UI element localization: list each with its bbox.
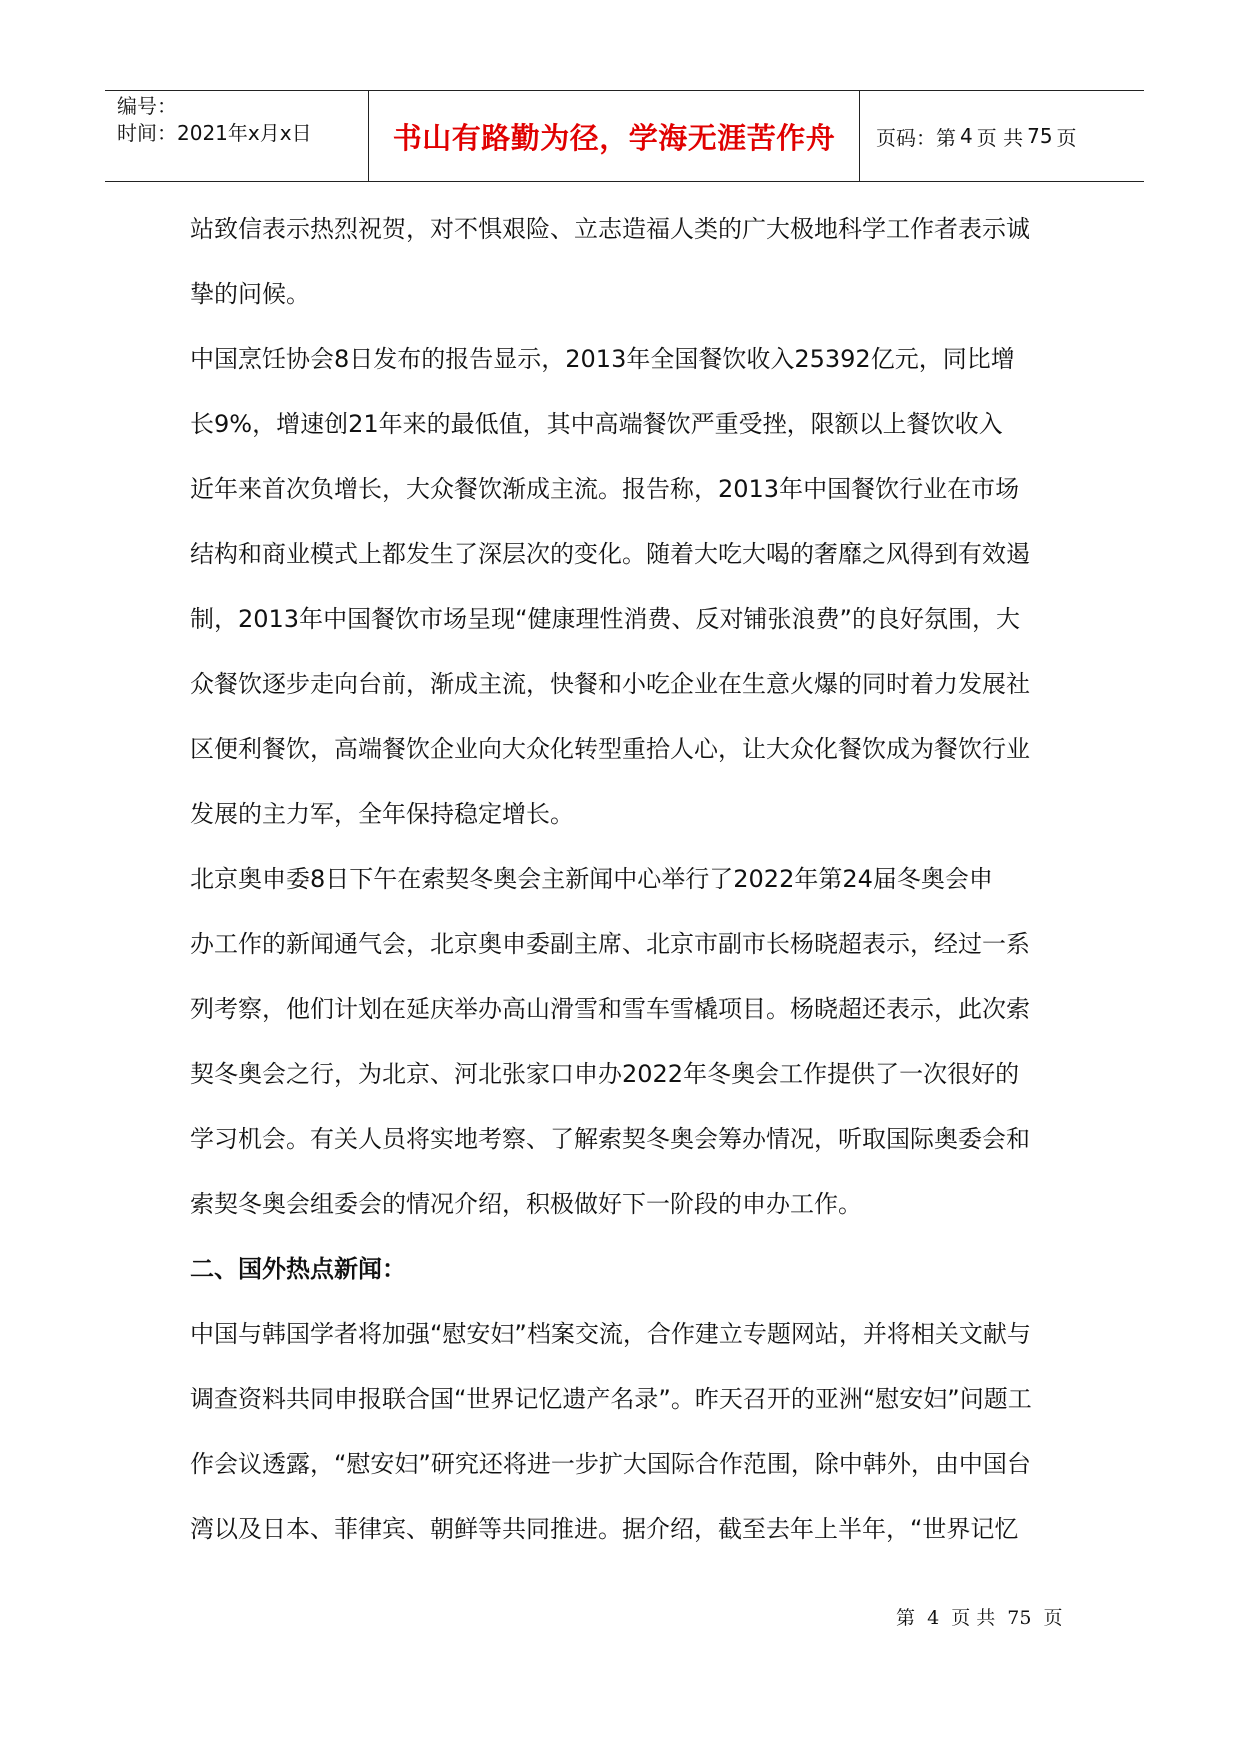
body-line: 结构和商业模式上都发生了深层次的变化。随着大吃大喝的奢靡之风得到有效遏 — [190, 540, 1030, 568]
body-line: 近年来首次负增长，大众餐饮渐成主流。报告称，2013年中国餐饮行业在市场 — [190, 475, 1020, 503]
body-line: 制，2013年中国餐饮市场呈现“健康理性消费、反对铺张浪费”的良好氛围，大 — [190, 605, 1020, 633]
body-line: 作会议透露，“慰安妇”研究还将进一步扩大国际合作范围，除中韩外，由中国台 — [190, 1450, 1031, 1478]
body-line: 挚的问候。 — [190, 280, 310, 308]
body-line: 中国烹饪协会8日发布的报告显示，2013年全国餐饮收入25392亿元，同比增 — [190, 345, 1015, 373]
page-prefix: 页码：第 — [876, 125, 956, 150]
document-number-label: 编号： — [117, 94, 177, 118]
body-line: 中国与韩国学者将加强“慰安妇”档案交流，合作建立专题网站，并将相关文献与 — [190, 1320, 1031, 1348]
body-line: 列考察，他们计划在延庆举办高山滑雪和雪车雪橇项目。杨晓超还表示，此次索 — [190, 995, 1030, 1023]
body-line: 调查资料共同申报联合国“世界记忆遗产名录”。昨天召开的亚洲“慰安妇”问题工 — [190, 1385, 1032, 1413]
body-line: 站致信表示热烈祝贺，对不惧艰险、立志造福人类的广大极地科学工作者表示诚 — [190, 215, 1030, 243]
body-line: 契冬奥会之行，为北京、河北张家口申办2022年冬奥会工作提供了一次很好的 — [190, 1060, 1020, 1088]
body-line: 湾以及日本、菲律宾、朝鲜等共同推进。据介绍，截至去年上半年，“世界记忆 — [190, 1515, 1019, 1543]
page-footer — [896, 1603, 1069, 1630]
footer-prefix: 第 — [896, 1607, 916, 1629]
body-line: 长9%，增速创21年来的最低值，其中高端餐饮严重受挫，限额以上餐饮收入 — [190, 410, 1003, 438]
header-motto: 书山有路勤为径，学海无涯苦作舟 — [392, 120, 836, 155]
page-current: 4 — [960, 124, 973, 148]
body-line: 众餐饮逐步走向台前，渐成主流，快餐和小吃企业在生意火爆的同时着力发展社 — [190, 670, 1030, 698]
body-line: 北京奥申委8日下午在索契冬奥会主新闻中心举行了2022年第24届冬奥会申 — [190, 865, 993, 893]
document-date: 时间：2021年x月x日 — [117, 121, 312, 145]
page-suffix: 页 — [1056, 125, 1077, 150]
footer-total: 75 — [1007, 1607, 1032, 1629]
body-line: 办工作的新闻通气会，北京奥申委副主席、北京市副市长杨晓超表示，经过一系 — [190, 930, 1030, 958]
body-line: 学习机会。有关人员将实地考察、了解索契冬奥会筹办情况，听取国际奥委会和 — [190, 1125, 1030, 1153]
body-line: 发展的主力军，全年保持稳定增长。 — [190, 800, 574, 828]
footer-current: 4 — [927, 1607, 940, 1629]
page-mid: 页 共 — [976, 125, 1024, 150]
footer-suffix: 页 — [1043, 1607, 1063, 1629]
header-motto-cell — [369, 91, 860, 181]
header-meta — [105, 91, 369, 181]
document-body — [190, 197, 1065, 1562]
header-page-info — [860, 91, 1144, 181]
body-line: 区便利餐饮，高端餐饮企业向大众化转型重拾人心，让大众化餐饮成为餐饮行业 — [190, 735, 1030, 763]
page-total: 75 — [1027, 124, 1053, 148]
body-line: 索契冬奥会组委会的情况介绍，积极做好下一阶段的申办工作。 — [190, 1190, 862, 1218]
section-heading: 二、国外热点新闻： — [190, 1255, 406, 1283]
footer-mid: 页 共 — [951, 1607, 996, 1629]
page-header — [105, 90, 1144, 182]
